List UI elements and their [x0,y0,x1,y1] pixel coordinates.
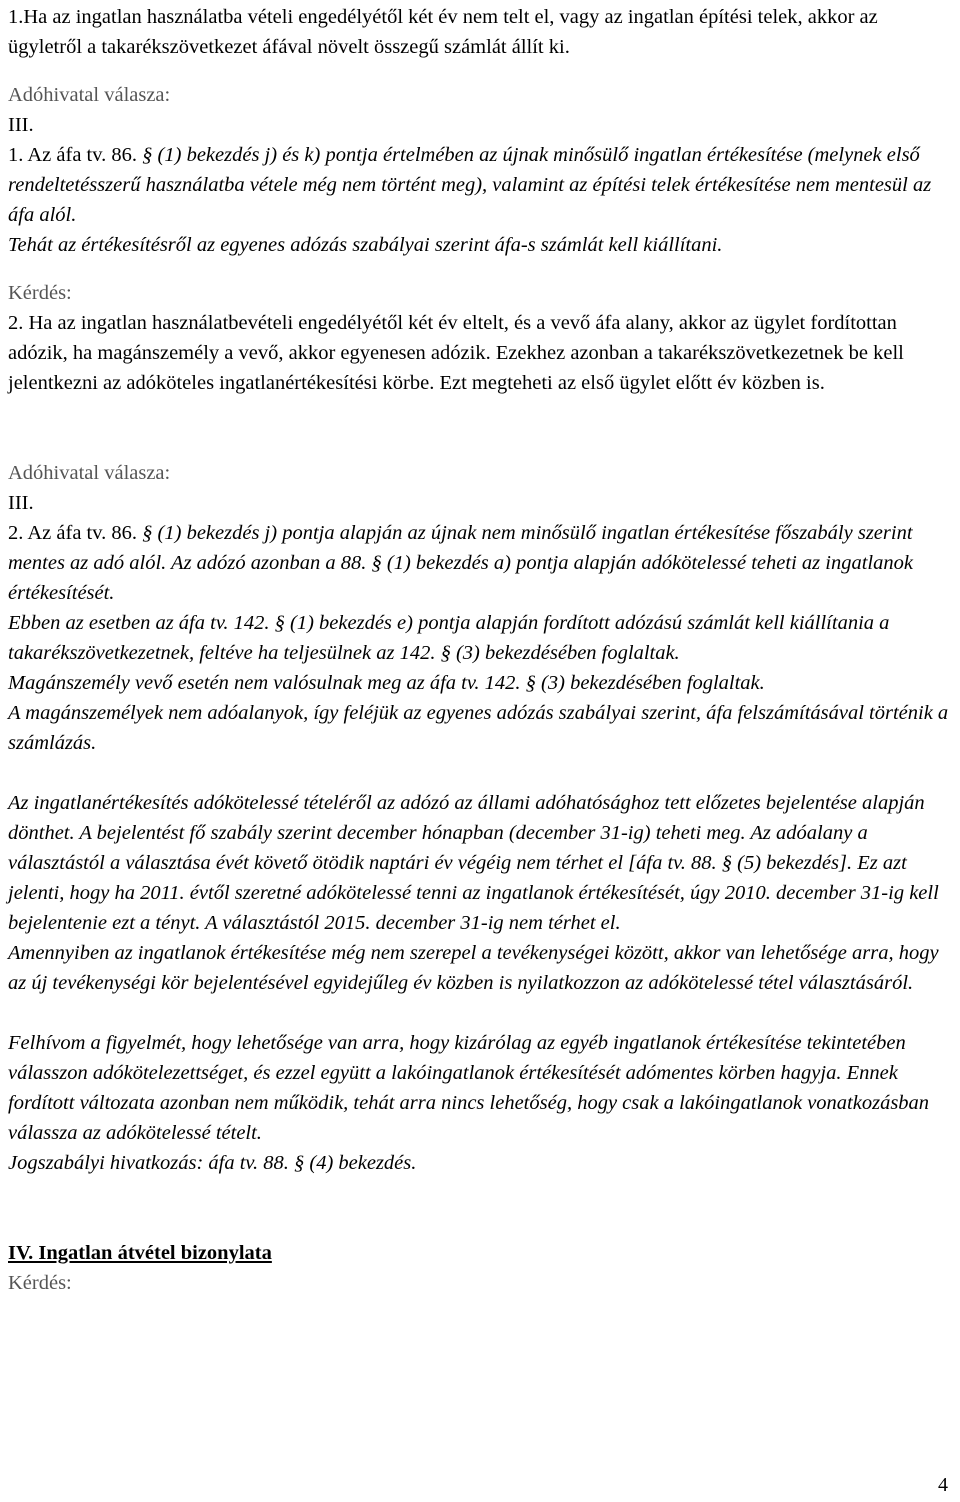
answer-2-roman: III. [8,492,34,514]
legal-reference: Jogszabályi hivatkozás: áfa tv. 88. § (4) bekezdés. [8,1152,417,1174]
answer-1-conclusion: Tehát az értékesítésről az egyenes adózás szabályai szerint áfa-s számlát kell kiállítani. [8,234,723,256]
answer-1-text: § (1) bekezdés j) és k) pontja értelmében az újnak minősülő ingatlan értékesítése (melynek első rendeltetésszerű használatba vétele még nem történt meg), valamint az építési telek értékesítése nem mentesül az áfa alól. [8,144,932,226]
answer-1-roman: III. [8,114,34,136]
question-1: 1.Ha az ingatlan használatba vételi engedélyétől két év nem telt el, vagy az ingatlan építési telek, akkor az ügyletről a takarékszövetkezet áfával növelt összegű számlát állít ki. [8,6,878,58]
answer-2-paragraph-6: Amennyiben az ingatlanok értékesítése még nem szerepel a tevékenységei között, akkor van lehetősége arra, hogy az új tevékenységi kör bejelentésével egyidejűleg év közben is nyilatkozzon az adókötelessé tétel választásáról. [8,942,939,994]
document-page [8,2,952,1298]
answer-1-label: Adóhivatal válasza: [8,84,171,106]
answer-1-paragraph [8,140,952,230]
answer-2-paragraph-5: Az ingatlanértékesítés adókötelessé tételéről az adózó az állami adóhatósághoz tett előzetes bejelentése alapján dönthet. A bejelentést fő szabály szerint december hónapban (december 31-ig) teheti meg. Az adóalany a választástól a választása évét követő ötödik naptári év végéig nem térhet el [áfa tv. 88. § (5) bekezdés]. Ez azt jelenti, hogy ha 2011. évtől szeretné adókötelessé tenni az ingatlanok értékesítését, úgy 2010. december 31-ig kell bejelentenie ezt a tényt. A választástól 2015. december 31-ig nem térhet el. [8,792,939,934]
question-2-label: Kérdés: [8,282,72,304]
page-number: 4 [938,1474,948,1496]
answer-2-paragraph-2: Ebben az esetben az áfa tv. 142. § (1) bekezdés e) pontja alapján fordított adózású számlát kell kiállítania a takarékszövetkezetnek, feltéve ha teljesülnek az 142. § (3) bekezdésében foglaltak. [8,612,890,664]
answer-1-lead: 1. Az áfa tv. 86. [8,144,138,166]
answer-2-lead: 2. Az áfa tv. 86. [8,522,138,544]
answer-2-text-1: § (1) bekezdés j) pontja alapján az újnak nem minősülő ingatlan értékesítése főszabály szerint mentes az adó alól. Az adózó azonban a 88. § (1) bekezdés a) pontja alapján adókötelessé teheti az ingatlanok értékesítését. [8,522,913,604]
answer-2-paragraph-4: A magánszemélyek nem adóalanyok, így feléjük az egyenes adózás szabályai szerint, áfa felszámításával történik a számlázás. [8,702,949,754]
section-heading: IV. Ingatlan átvétel bizonylata [8,1242,272,1264]
answer-2-paragraph-1 [8,518,952,608]
question-2-text: 2. Ha az ingatlan használatbevételi engedélyétől két év eltelt, és a vevő áfa alany, akkor az ügylet fordítottan adózik, ha magánszemély a vevő, akkor egyenesen adózik. Ezekhez azonban a takarékszövetkezetnek be kell jelentkezni az adóköteles ingatlanértékesítési körbe. Ezt megteheti az első ügylet előtt év közben is. [8,312,904,394]
answer-2-paragraph-3: Magánszemély vevő esetén nem valósulnak meg az áfa tv. 142. § (3) bekezdésében foglaltak. [8,672,765,694]
answer-2-label: Adóhivatal válasza: [8,462,171,484]
section-question-label: Kérdés: [8,1272,72,1294]
answer-2-paragraph-7: Felhívom a figyelmét, hogy lehetősége van arra, hogy kizárólag az egyéb ingatlanok értékesítése tekintetében válasszon adókötelezettséget, és ezzel együtt a lakóingatlanok értékesítését adómentes körben hagyja. Ennek fordított változata azonban nem működik, tehát arra nincs lehetőség, hogy csak a lakóingatlanok vonatkozásban válassza az adókötelessé tételt. [8,1032,930,1144]
